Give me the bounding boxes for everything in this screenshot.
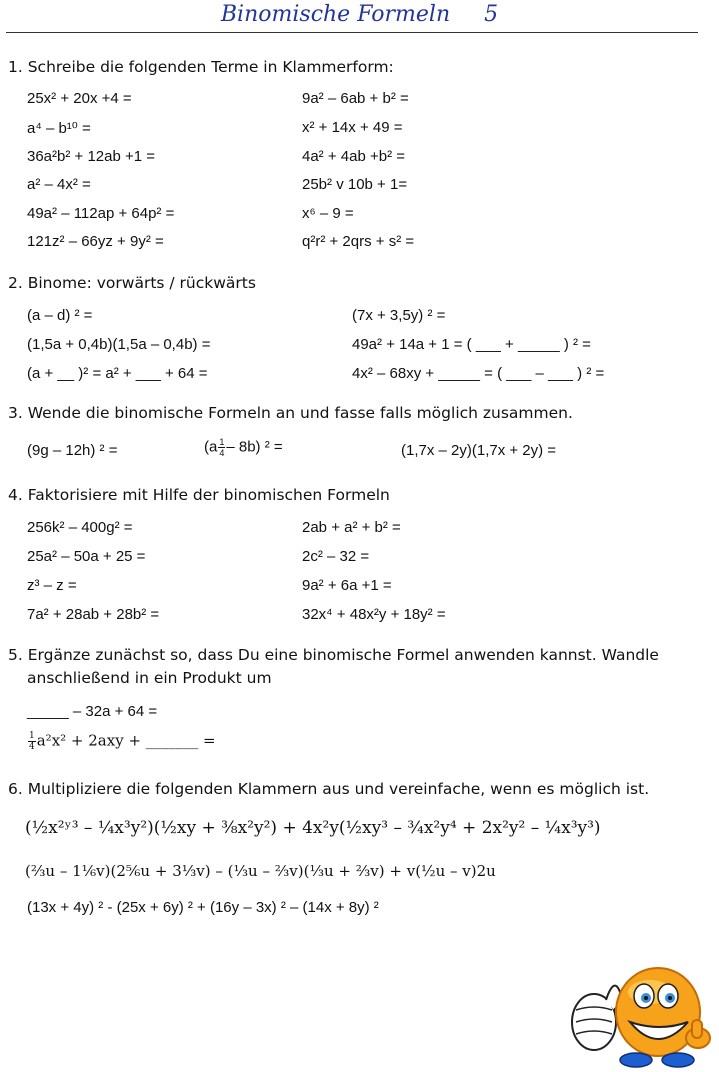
exercise-2-left-1: (a – d) ² = bbox=[27, 307, 93, 324]
exercise-3-item-2 bbox=[204, 437, 283, 458]
exercise-3-item-2-end: – 8b) ² = bbox=[226, 438, 283, 456]
section-4-heading: 4. Faktorisiere mit Hilfe der binomischen Formeln bbox=[8, 486, 390, 504]
exercise-1-left-6: 121z² – 66yz + 9y² = bbox=[27, 233, 164, 250]
exercise-1-left-2: a⁴ – b¹⁰ = bbox=[27, 120, 91, 137]
exercise-5-item-2 bbox=[27, 731, 216, 752]
fraction-numerator: 1 bbox=[219, 437, 225, 447]
worksheet-number: 5 bbox=[484, 2, 499, 27]
exercise-4-left-1: 256k² – 400g² = bbox=[27, 519, 133, 536]
fraction-numerator: 1 bbox=[29, 731, 35, 741]
thumbs-up-smiley-illustration bbox=[566, 960, 716, 1070]
exercise-2-right-1: (7x + 3,5y) ² = bbox=[352, 307, 446, 324]
exercise-2-right-2: 49a² + 14a + 1 = ( ___ + _____ ) ² = bbox=[352, 336, 591, 353]
exercise-5-item-2-text: a²x² + 2axy + _______ = bbox=[36, 731, 216, 750]
title-text: Binomische Formeln bbox=[220, 2, 451, 27]
fraction-quarter bbox=[218, 437, 225, 458]
section-1-heading: 1. Schreibe die folgenden Terme in Klammerform: bbox=[8, 58, 394, 76]
exercise-2-right-3: 4x² – 68xy + _____ = ( ___ – ___ ) ² = bbox=[352, 365, 605, 382]
exercise-4-right-3: 9a² + 6a +1 = bbox=[302, 577, 392, 594]
section-5-heading-line-1: 5. Ergänze zunächst so, dass Du eine binomische Formel anwenden kannst. Wandle bbox=[8, 646, 659, 664]
fraction-denominator: 4 bbox=[29, 742, 35, 752]
exercise-1-left-4: a² – 4x² = bbox=[27, 176, 91, 193]
exercise-4-left-2: 25a² – 50a + 25 = bbox=[27, 548, 146, 565]
exercise-1-left-5: 49a² – 112ap + 64p² = bbox=[27, 205, 175, 222]
exercise-4-right-4: 32x⁴ + 48x²y + 18y² = bbox=[302, 606, 446, 623]
exercise-1-left-3: 36a²b² + 12ab +1 = bbox=[27, 148, 156, 165]
exercise-1-right-6: q²r² + 2qrs + s² = bbox=[302, 233, 415, 250]
section-2-heading: 2. Binome: vorwärts / rückwärts bbox=[8, 274, 256, 292]
exercise-6-line-3: (13x + 4y) ² - (25x + 6y) ² + (16y – 3x) ² – (14x + 8y) ² bbox=[27, 899, 379, 916]
title-divider bbox=[6, 32, 698, 33]
exercise-3-item-3: (1,7x – 2y)(1,7x + 2y) = bbox=[401, 442, 557, 459]
exercise-4-right-2: 2c² – 32 = bbox=[302, 548, 370, 565]
exercise-4-left-3: z³ – z = bbox=[27, 577, 77, 594]
exercise-2-left-3: (a + __ )² = a² + ___ + 64 = bbox=[27, 365, 208, 382]
exercise-3-item-2-start: (a bbox=[204, 438, 218, 456]
exercise-1-right-3: 4a² + 4ab +b² = bbox=[302, 148, 405, 165]
fraction-quarter bbox=[28, 731, 36, 752]
exercise-3-item-1: (9g – 12h) ² = bbox=[27, 442, 118, 459]
exercise-1-right-2: x² + 14x + 49 = bbox=[302, 119, 403, 136]
exercise-1-right-5: x⁶ – 9 = bbox=[302, 205, 354, 222]
fraction-denominator: 4 bbox=[219, 448, 225, 458]
section-5-heading-line-2: anschließend in ein Produkt um bbox=[27, 669, 272, 687]
exercise-4-right-1: 2ab + a² + b² = bbox=[302, 519, 401, 536]
exercise-6-line-2: (⅔u – 1⅙v)(2⅚u + 3⅓v) – (⅓u – ⅔v)(⅓u + ⅔v) + v(½u – v)2u bbox=[25, 862, 496, 880]
page-title bbox=[0, 2, 719, 27]
section-3-heading: 3. Wende die binomische Formeln an und fasse falls möglich zusammen. bbox=[8, 404, 573, 422]
exercise-6-line-1: (½x²ʸ³ – ¼x³y²)(½xy + ⅜x²y²) + 4x²y(½xy³ – ¾x²y⁴ + 2x²y² – ¼x³y³) bbox=[25, 818, 601, 838]
exercise-1-right-1: 9a² – 6ab + b² = bbox=[302, 90, 409, 107]
exercise-2-left-2: (1,5a + 0,4b)(1,5a – 0,4b) = bbox=[27, 336, 211, 353]
exercise-1-left-1: 25x² + 20x +4 = bbox=[27, 90, 132, 107]
exercise-1-right-4: 25b² v 10b + 1= bbox=[302, 176, 408, 193]
hand-icon bbox=[572, 986, 620, 1050]
section-6-heading: 6. Multipliziere die folgenden Klammern aus und vereinfache, wenn es möglich ist. bbox=[8, 780, 650, 798]
exercise-5-item-1: _____ – 32a + 64 = bbox=[27, 703, 158, 720]
exercise-4-left-4: 7a² + 28ab + 28b² = bbox=[27, 606, 160, 623]
